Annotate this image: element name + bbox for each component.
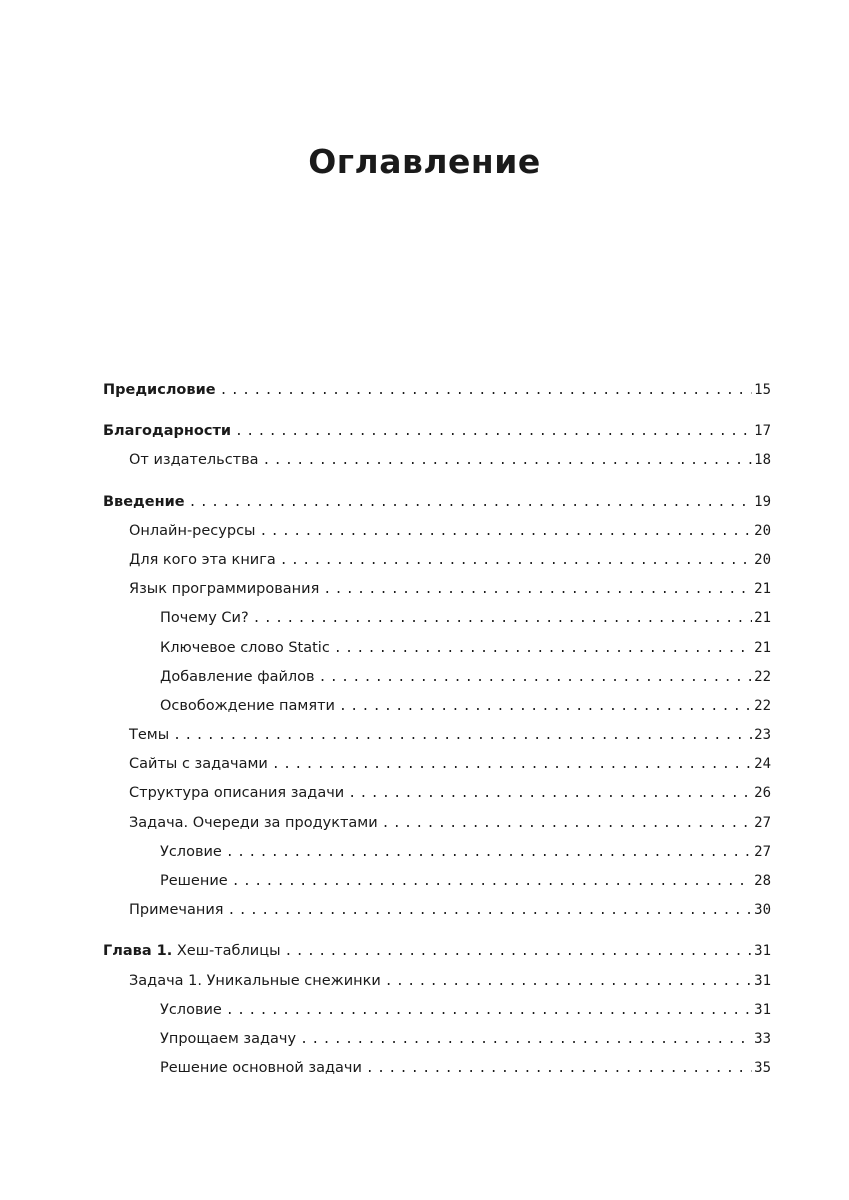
toc-entry-title (160, 838, 222, 867)
toc-entry[interactable] (103, 575, 771, 604)
toc-entry-title (160, 604, 249, 633)
dot-leader (272, 750, 752, 779)
dot-leader (227, 896, 752, 925)
toc-entry-text: Введение (103, 493, 185, 510)
toc-page-number: 15 (754, 382, 771, 398)
toc-entry-title (160, 867, 228, 896)
toc-entry-text: Благодарности (103, 423, 232, 440)
dot-leader (189, 488, 753, 517)
dot-leader (220, 376, 753, 405)
toc-entry-text: Темы (129, 727, 170, 744)
dot-leader (280, 546, 752, 575)
toc-entry-title (103, 417, 231, 446)
toc-page-number: 20 (754, 522, 771, 539)
toc-entry[interactable] (103, 663, 771, 692)
toc-entry[interactable] (103, 546, 771, 575)
toc-entry-title (129, 546, 276, 575)
dot-leader (226, 996, 752, 1025)
toc-entry-text: Задача. Очереди за продуктами (129, 814, 378, 831)
toc-entry[interactable] (103, 721, 771, 750)
dot-leader (300, 1025, 752, 1054)
toc-entry-text: Сайты с задачами (129, 756, 268, 773)
toc-page-number: 17 (754, 423, 771, 440)
toc-entry-text: Условие (160, 843, 222, 860)
toc-entry-title (129, 779, 344, 808)
toc-entry-text: Задача 1. Уникальные снежинки (129, 972, 381, 989)
toc-entry-text: Хеш-таблицы (172, 943, 281, 960)
toc-entry-title (129, 517, 256, 546)
toc-page-number: 21 (754, 581, 771, 598)
toc-entry[interactable] (103, 996, 771, 1025)
toc-entry-text: Структура описания задачи (129, 785, 345, 802)
toc-entry[interactable] (103, 750, 771, 779)
toc-entry[interactable] (103, 779, 771, 808)
toc-entry-title (160, 996, 222, 1025)
dot-leader (382, 809, 752, 838)
toc-page-number: 22 (754, 697, 771, 714)
toc-page-number: 33 (754, 1030, 771, 1047)
toc-entry-title (160, 1025, 296, 1054)
toc-page-number: 35 (754, 1060, 771, 1077)
toc-entry-text: Условие (160, 1001, 222, 1018)
dot-leader (319, 663, 753, 692)
toc-entry-text: Ключевое слово Static (160, 639, 330, 656)
toc-page-number: 27 (754, 843, 771, 860)
toc-entry[interactable] (103, 604, 771, 633)
toc-entry-title (129, 575, 319, 604)
toc-page-number: 31 (754, 972, 771, 989)
toc-entry[interactable] (103, 446, 771, 475)
dot-leader (226, 838, 752, 867)
toc-entry-text: Решение основной задачи (160, 1060, 362, 1077)
toc-entry[interactable] (103, 517, 771, 546)
toc-entry-text: От издательства (129, 452, 259, 469)
dot-leader (348, 779, 752, 808)
toc-entry[interactable] (103, 896, 771, 925)
toc-entry-title (103, 937, 281, 966)
dot-leader (285, 937, 753, 966)
toc-chapter-label: Глава 1. (103, 943, 173, 960)
toc-entry-title (129, 809, 378, 838)
toc-entry-title (103, 488, 185, 517)
dot-leader (232, 867, 752, 896)
toc-page-number: 26 (754, 785, 771, 802)
dot-leader (235, 417, 752, 446)
dot-leader (334, 634, 752, 663)
toc-page-number: 21 (754, 639, 771, 656)
toc-entry[interactable] (103, 488, 771, 517)
toc-entry-text: Язык программирования (129, 581, 320, 598)
toc-entry-text: Онлайн-ресурсы (129, 522, 256, 539)
toc-entry[interactable] (103, 376, 771, 405)
dot-leader (253, 604, 753, 633)
dot-leader (263, 446, 753, 475)
table-of-contents (103, 376, 771, 1083)
toc-entry[interactable] (103, 634, 771, 663)
toc-entry-title (129, 896, 223, 925)
toc-entry-text: Предисловие (103, 382, 216, 398)
toc-entry-title (160, 1054, 362, 1083)
dot-leader (323, 575, 752, 604)
toc-entry-text: Добавление файлов (160, 668, 315, 685)
toc-page-number: 22 (754, 668, 771, 685)
dot-leader (260, 517, 753, 546)
toc-entry-title (160, 692, 335, 721)
toc-entry-title (160, 634, 330, 663)
toc-entry-text: Упрощаем задачу (160, 1030, 297, 1047)
toc-entry[interactable] (103, 967, 771, 996)
toc-entry[interactable] (103, 809, 771, 838)
toc-page-number: 24 (754, 756, 771, 773)
toc-page-number: 28 (754, 873, 771, 889)
toc-entry-text: Почему Си? (160, 610, 249, 627)
dot-leader (173, 721, 752, 750)
toc-entry[interactable] (103, 1054, 771, 1083)
toc-entry-title (129, 721, 169, 750)
toc-page-number: 27 (754, 814, 771, 831)
toc-entry[interactable] (103, 867, 771, 896)
toc-entry[interactable] (103, 937, 771, 966)
toc-entry-title (129, 750, 268, 779)
toc-entry-title (129, 446, 259, 475)
dot-leader (366, 1054, 752, 1083)
toc-page-number: 18 (754, 452, 771, 469)
toc-entry-text: Решение (160, 873, 228, 889)
toc-page-number: 23 (754, 727, 771, 744)
toc-page-number: 31 (754, 943, 771, 960)
toc-page-number: 20 (754, 551, 771, 568)
toc-page-number: 21 (754, 610, 771, 627)
toc-entry[interactable] (103, 1025, 771, 1054)
dot-leader (385, 967, 752, 996)
toc-entry-text: Для кого эта книга (129, 551, 276, 568)
toc-entry[interactable] (103, 692, 771, 721)
toc-entry-text: Освобождение памяти (160, 697, 335, 714)
toc-entry[interactable] (103, 838, 771, 867)
dot-leader (339, 692, 752, 721)
toc-entry-title (160, 663, 315, 692)
toc-entry-title (103, 376, 216, 405)
page-title: Оглавление (308, 142, 541, 181)
toc-entry-title (129, 967, 381, 996)
toc-page-number: 31 (754, 1001, 771, 1018)
toc-page-number: 30 (754, 902, 771, 919)
toc-page-number: 19 (754, 493, 771, 510)
toc-entry[interactable] (103, 417, 771, 446)
toc-entry-text: Примечания (129, 902, 224, 919)
